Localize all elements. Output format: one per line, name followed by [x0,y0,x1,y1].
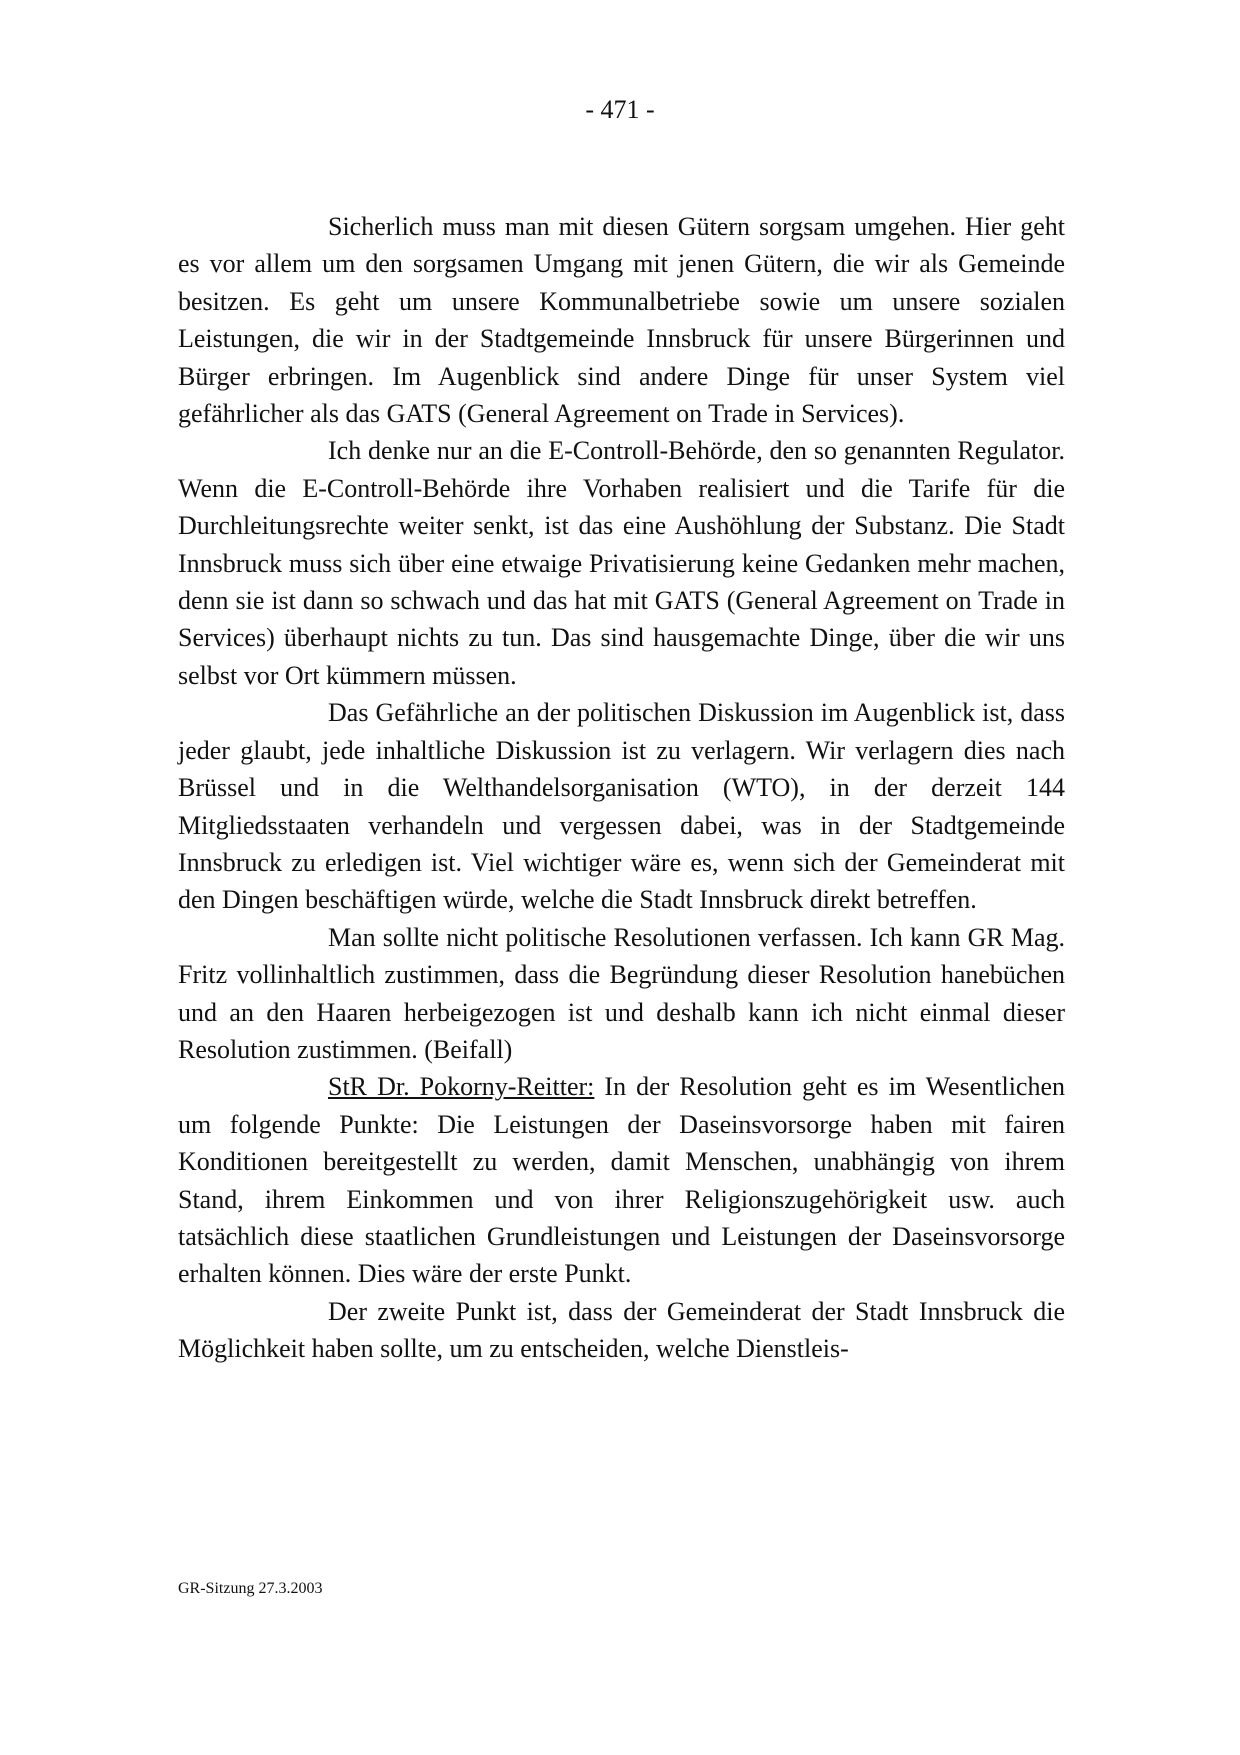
paragraph-5 [178,1068,1065,1292]
paragraph-4 [178,919,1065,1069]
page-footer: GR-Sitzung 27.3.2003 [178,1580,323,1597]
speaker-name: StR Dr. Pokorny-Reitter: [328,1072,595,1102]
paragraph-text: Man sollte nicht politische Resolutionen verfassen. Ich kann GR Mag. Fritz vollinhaltlich zustimmen, dass die Begründung dieser Resolution hanebüchen und an den Haaren herbeigezogen ist und deshalb kann ich nicht einmal dieser Resolution zustimmen. (Beifall) [178,922,1065,1064]
page-number: - 471 - [585,95,655,124]
paragraph-text: Ich denke nur an die E-Controll-Behörde, den so genannten Regulator. Wenn die E-Controll-Behörde ihre Vorhaben realisiert und die Tarife für die Durchleitungsrechte weiter senkt, ist das eine Aushöhlung der Substanz. Die Stadt Innsbruck muss sich über eine etwaige Privatisierung keine Gedanken mehr machen, denn sie ist dann so schwach und das hat mit GATS (General Agreement on Trade in Services) überhaupt nichts zu tun. Das sind hausgemachte Dinge, über die wir uns selbst vor Ort kümmern müssen. [178,436,1065,690]
paragraph-text: In der Resolution geht es im Wesentlichen um folgende Punkte: Die Leistungen der Daseinsvorsorge haben mit fairen Konditionen bereitgestellt zu werden, damit Menschen, unabhängig von ihrem Stand, ihrem Einkommen und von ihrer Religionszugehörigkeit usw. auch tatsächlich diese staatlichen Grundleistungen und Leistungen der Daseinsvorsorge erhalten können. Dies wäre der erste Punkt. [178,1072,1066,1289]
body-text [178,208,1065,1368]
paragraph-text: Der zweite Punkt ist, dass der Gemeinderat der Stadt Innsbruck die Möglichkeit haben sollte, um zu entscheiden, welche Dienstleis- [178,1296,1065,1364]
paragraph-text: Das Gefährliche an der politischen Diskussion im Augenblick ist, dass jeder glaubt, jede inhaltliche Diskussion ist zu verlagern. Wir verlagern dies nach Brüssel und in die Welthandelsorganisation (WTO), in der derzeit 144 Mitgliedsstaaten verhandeln und vergessen dabei, was in der Stadtgemeinde Innsbruck zu erledigen ist. Viel wichtiger wäre es, wenn sich der Gemeinderat mit den Dingen beschäftigen würde, welche die Stadt Innsbruck direkt betreffen. [178,698,1065,915]
paragraph-2 [178,432,1065,694]
paragraph-6 [178,1293,1065,1368]
paragraph-3 [178,694,1065,918]
paragraph-1 [178,208,1065,432]
paragraph-text: Sicherlich muss man mit diesen Gütern sorgsam umgehen. Hier geht es vor allem um den sorgsamen Umgang mit jenen Gütern, die wir als Gemeinde besitzen. Es geht um unsere Kommunalbetriebe sowie um unsere sozialen Leistungen, die wir in der Stadtgemeinde Innsbruck für unsere Bürgerinnen und Bürger erbringen. Im Augenblick sind andere Dinge für unser System viel gefährlicher als das GATS (General Agreement on Trade in Services). [178,212,1065,429]
